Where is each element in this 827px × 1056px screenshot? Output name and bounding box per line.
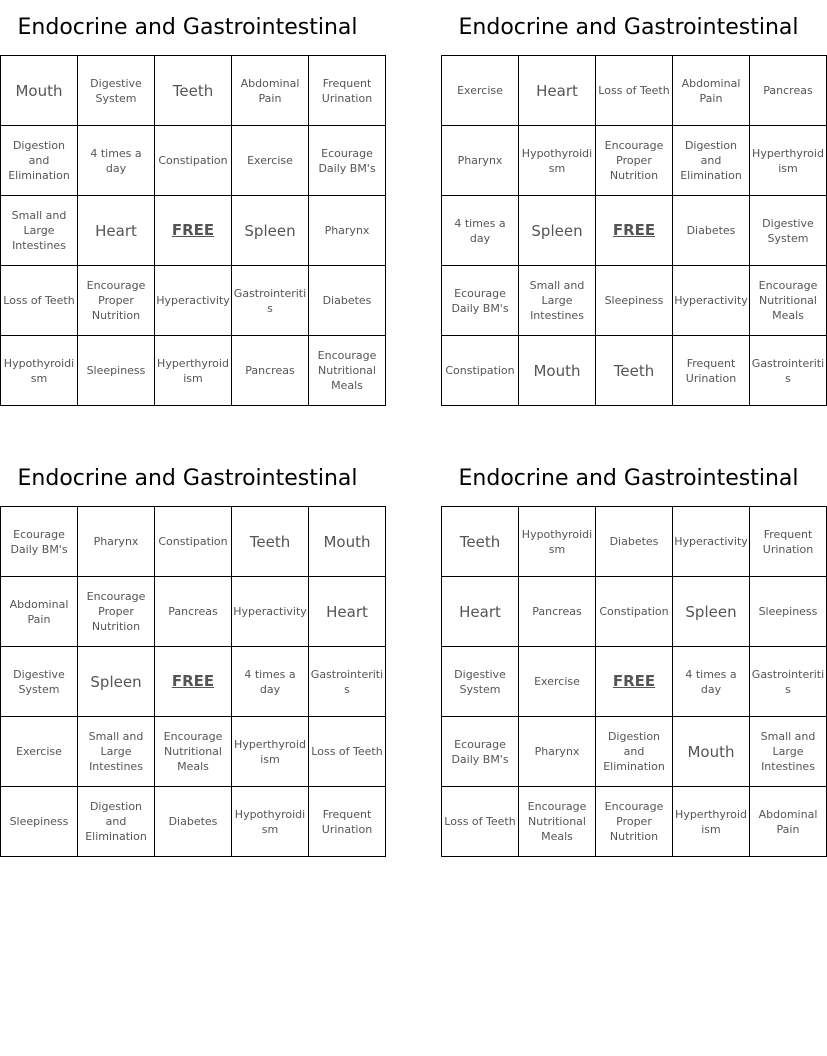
grid-row (1, 717, 386, 787)
bingo-cell: Diabetes (155, 787, 232, 857)
bingo-cell: Digestion and Elimination (1, 126, 78, 196)
bingo-cell: Mouth (1, 56, 78, 126)
bingo-cell: Small and Large Intestines (750, 717, 827, 787)
bingo-cell: Spleen (78, 647, 155, 717)
bingo-cell: Constipation (442, 336, 519, 406)
bingo-cell: Frequent Urination (673, 336, 750, 406)
bingo-cell: Digestive System (750, 196, 827, 266)
bingo-cell: Digestion and Elimination (78, 787, 155, 857)
bingo-cell: Abdominal Pain (750, 787, 827, 857)
bingo-grid (441, 55, 827, 406)
bingo-cell: Abdominal Pain (232, 56, 309, 126)
bingo-cell: Loss of Teeth (309, 717, 386, 787)
bingo-cell: Hyperactivity (673, 507, 750, 577)
bingo-cell: Digestive System (1, 647, 78, 717)
grid-row (442, 56, 827, 126)
bingo-cell: Hyperactivity (673, 266, 750, 336)
bingo-cell: Exercise (442, 56, 519, 126)
bingo-cell: Constipation (596, 577, 673, 647)
bingo-cell: Encourage Proper Nutrition (596, 787, 673, 857)
bingo-cell: Ecourage Daily BM's (309, 126, 386, 196)
grid-row (442, 577, 827, 647)
bingo-cell: Sleepiness (596, 266, 673, 336)
bingo-cell: Spleen (519, 196, 596, 266)
bingo-cell: Heart (309, 577, 386, 647)
grid-row (1, 56, 386, 126)
bingo-cell: Hypothyroidism (1, 336, 78, 406)
free-space-cell: FREE (596, 647, 673, 717)
bingo-cell: Encourage Nutritional Meals (309, 336, 386, 406)
bingo-cell: Hypothyroidism (232, 787, 309, 857)
grid-row (1, 577, 386, 647)
bingo-cell: Spleen (673, 577, 750, 647)
bingo-cell: Gastrointeritis (232, 266, 309, 336)
card-title: Endocrine and Gastrointestinal (458, 466, 799, 491)
bingo-cell: Sleepiness (750, 577, 827, 647)
bingo-cell: Frequent Urination (750, 507, 827, 577)
bingo-cell: Pancreas (519, 577, 596, 647)
grid-row (442, 126, 827, 196)
card-title: Endocrine and Gastrointestinal (458, 15, 799, 40)
bingo-cell: Hyperthyroidism (155, 336, 232, 406)
grid-row (442, 717, 827, 787)
bingo-cell: Pharynx (78, 507, 155, 577)
bingo-cell: Small and Large Intestines (519, 266, 596, 336)
bingo-cell: Constipation (155, 126, 232, 196)
bingo-grid (0, 55, 386, 406)
bingo-cell: Constipation (155, 507, 232, 577)
bingo-cell: Diabetes (673, 196, 750, 266)
bingo-cell: Gastrointeritis (750, 647, 827, 717)
grid-row (1, 647, 386, 717)
bingo-cell: Mouth (519, 336, 596, 406)
bingo-cell: Digestive System (78, 56, 155, 126)
bingo-cell: Teeth (155, 56, 232, 126)
bingo-cell: Pharynx (442, 126, 519, 196)
grid-row (1, 336, 386, 406)
bingo-cell: 4 times a day (78, 126, 155, 196)
bingo-cell: Mouth (309, 507, 386, 577)
bingo-cell: Diabetes (309, 266, 386, 336)
free-space-cell: FREE (155, 196, 232, 266)
bingo-cell: Teeth (596, 336, 673, 406)
bingo-cell: Pharynx (309, 196, 386, 266)
bingo-cell: Hyperactivity (155, 266, 232, 336)
bingo-cell: Encourage Nutritional Meals (519, 787, 596, 857)
grid-row (1, 507, 386, 577)
free-space-cell: FREE (155, 647, 232, 717)
bingo-cell: Pancreas (232, 336, 309, 406)
bingo-cell: Gastrointeritis (309, 647, 386, 717)
bingo-cell: Pancreas (155, 577, 232, 647)
bingo-cell: Teeth (442, 507, 519, 577)
bingo-cell: 4 times a day (232, 647, 309, 717)
bingo-cell: Hyperthyroidism (750, 126, 827, 196)
bingo-cell: Encourage Nutritional Meals (750, 266, 827, 336)
bingo-cell: Sleepiness (1, 787, 78, 857)
bingo-cell: Frequent Urination (309, 56, 386, 126)
grid-row (1, 266, 386, 336)
bingo-cell: Hyperthyroidism (232, 717, 309, 787)
bingo-cell: Abdominal Pain (1, 577, 78, 647)
bingo-cell: Exercise (519, 647, 596, 717)
bingo-cell: Ecourage Daily BM's (442, 266, 519, 336)
bingo-cell: Digestion and Elimination (596, 717, 673, 787)
bingo-cell: Heart (78, 196, 155, 266)
card-title: Endocrine and Gastrointestinal (17, 466, 358, 491)
bingo-cell: Pancreas (750, 56, 827, 126)
bingo-cell: Pharynx (519, 717, 596, 787)
bingo-cell: Heart (519, 56, 596, 126)
bingo-cell: Hypothyroidism (519, 126, 596, 196)
grid-row (1, 787, 386, 857)
card-title: Endocrine and Gastrointestinal (17, 15, 358, 40)
grid-row (1, 126, 386, 196)
bingo-cell: Digestion and Elimination (673, 126, 750, 196)
bingo-grid (441, 506, 827, 857)
grid-row (442, 787, 827, 857)
bingo-cell: Small and Large Intestines (1, 196, 78, 266)
bingo-cell: Hyperactivity (232, 577, 309, 647)
grid-row (442, 507, 827, 577)
bingo-cell: Hyperthyroidism (673, 787, 750, 857)
grid-row (442, 266, 827, 336)
bingo-cell: 4 times a day (673, 647, 750, 717)
bingo-cell: Encourage Proper Nutrition (78, 266, 155, 336)
bingo-cell: Loss of Teeth (1, 266, 78, 336)
bingo-cell: Diabetes (596, 507, 673, 577)
bingo-cell: Digestive System (442, 647, 519, 717)
bingo-cell: Encourage Proper Nutrition (78, 577, 155, 647)
grid-row (442, 336, 827, 406)
bingo-cell: Gastrointeritis (750, 336, 827, 406)
grid-row (442, 647, 827, 717)
bingo-cell: Hypothyroidism (519, 507, 596, 577)
bingo-grid (0, 506, 386, 857)
bingo-cell: Ecourage Daily BM's (1, 507, 78, 577)
bingo-cell: Small and Large Intestines (78, 717, 155, 787)
bingo-cell: Abdominal Pain (673, 56, 750, 126)
grid-row (1, 196, 386, 266)
bingo-cell: Mouth (673, 717, 750, 787)
bingo-cell: Encourage Proper Nutrition (596, 126, 673, 196)
bingo-cell: Spleen (232, 196, 309, 266)
grid-row (442, 196, 827, 266)
bingo-cell: Loss of Teeth (442, 787, 519, 857)
bingo-cell: Exercise (232, 126, 309, 196)
bingo-cell: Exercise (1, 717, 78, 787)
bingo-cell: Encourage Nutritional Meals (155, 717, 232, 787)
bingo-cell: Ecourage Daily BM's (442, 717, 519, 787)
free-space-cell: FREE (596, 196, 673, 266)
bingo-cell: Heart (442, 577, 519, 647)
bingo-cell: Loss of Teeth (596, 56, 673, 126)
bingo-cell: Frequent Urination (309, 787, 386, 857)
bingo-cell: Teeth (232, 507, 309, 577)
bingo-cell: 4 times a day (442, 196, 519, 266)
bingo-cell: Sleepiness (78, 336, 155, 406)
